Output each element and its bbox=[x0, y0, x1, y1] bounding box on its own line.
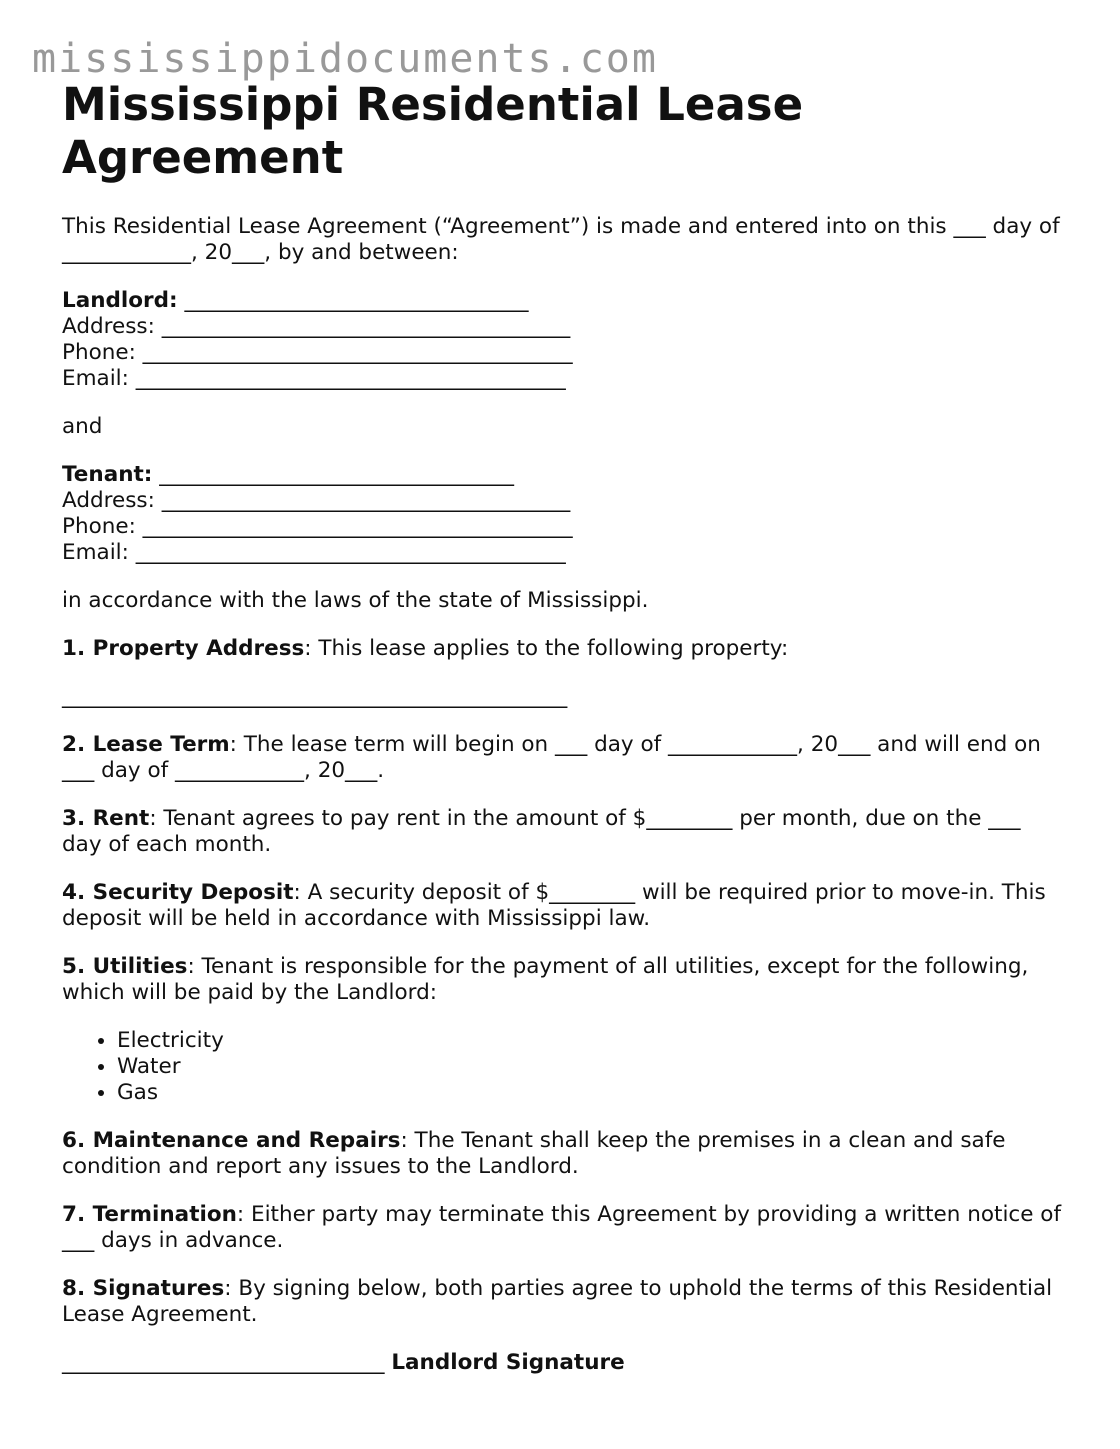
list-item: • Gas bbox=[117, 1080, 1062, 1106]
landlord-email: Email: ________________________________________ bbox=[62, 366, 566, 391]
section-heading: 3. Rent bbox=[62, 806, 150, 831]
section-text: : Either party may terminate this Agreement by providing a written notice of ___ days in advance. bbox=[62, 1202, 1062, 1253]
tenant-email: Email: ________________________________________ bbox=[62, 540, 566, 565]
property-address-blank: _______________________________________________ bbox=[62, 684, 568, 709]
landlord-label: Landlord: bbox=[62, 288, 178, 313]
section-maintenance bbox=[62, 1128, 1062, 1180]
and-text: and bbox=[62, 414, 103, 439]
section-termination bbox=[62, 1202, 1062, 1254]
section-property-address bbox=[62, 636, 1062, 710]
list-item: • Electricity bbox=[117, 1028, 1062, 1054]
landlord-block bbox=[62, 288, 1062, 392]
section-text: : Tenant is responsible for the payment of all utilities, except for the following, which will be paid by the Landlord: bbox=[62, 954, 1029, 1005]
landlord-address: Address: ______________________________________ bbox=[62, 314, 571, 339]
section-heading: 6. Maintenance and Repairs bbox=[62, 1128, 401, 1153]
section-text: : This lease applies to the following property: bbox=[304, 636, 789, 661]
section-heading: 7. Termination bbox=[62, 1202, 237, 1227]
list-item: • Water bbox=[117, 1054, 1062, 1080]
tenant-phone: Phone: ________________________________________ bbox=[62, 514, 573, 539]
landlord-signature-line bbox=[62, 1350, 1062, 1376]
section-text: : Tenant agrees to pay rent in the amount of $________ per month, due on the ___ day of each month. bbox=[62, 806, 1021, 857]
section-signatures bbox=[62, 1276, 1062, 1328]
section-heading: 2. Lease Term bbox=[62, 732, 230, 757]
tenant-label: Tenant: bbox=[62, 462, 153, 487]
page-title: Mississippi Residential Lease Agreement bbox=[62, 78, 804, 184]
section-heading: 8. Signatures bbox=[62, 1276, 225, 1301]
tenant-name-blank: _________________________________ bbox=[152, 462, 514, 487]
section-text: : The lease term will begin on ___ day of ____________, 20___ and will end on ___ day of ____________, 20___. bbox=[62, 732, 1041, 783]
landlord-phone: Phone: ________________________________________ bbox=[62, 340, 573, 365]
section-heading: 4. Security Deposit bbox=[62, 880, 294, 905]
section-rent bbox=[62, 806, 1062, 858]
signature-blank: ______________________________ bbox=[62, 1350, 392, 1375]
section-lease-term bbox=[62, 732, 1062, 784]
site-watermark: mississippidocuments.com bbox=[32, 36, 658, 82]
section-heading: 5. Utilities bbox=[62, 954, 188, 979]
document-body bbox=[62, 214, 1062, 1398]
landlord-signature-label: Landlord Signature bbox=[391, 1350, 625, 1375]
tenant-address: Address: ______________________________________ bbox=[62, 488, 571, 513]
accordance-text: in accordance with the laws of the state of Mississippi. bbox=[62, 588, 649, 613]
section-utilities bbox=[62, 954, 1062, 1006]
intro-paragraph: This Residential Lease Agreement (“Agreement”) is made and entered into on this ___ day of ____________, 20___, by and between: bbox=[62, 214, 1060, 265]
section-text: : By signing below, both parties agree to uphold the terms of this Residential Lease Agreement. bbox=[62, 1276, 1053, 1327]
section-text: : A security deposit of $________ will be required prior to move-in. This deposit will be held in accordance with Mississippi law. bbox=[62, 880, 1046, 931]
utilities-list bbox=[62, 1028, 1062, 1106]
landlord-name-blank: ________________________________ bbox=[177, 288, 529, 313]
section-security-deposit bbox=[62, 880, 1062, 932]
section-text: : The Tenant shall keep the premises in a clean and safe condition and report any issues to the Landlord. bbox=[62, 1128, 1006, 1179]
section-heading: 1. Property Address bbox=[62, 636, 305, 661]
tenant-block bbox=[62, 462, 1062, 566]
